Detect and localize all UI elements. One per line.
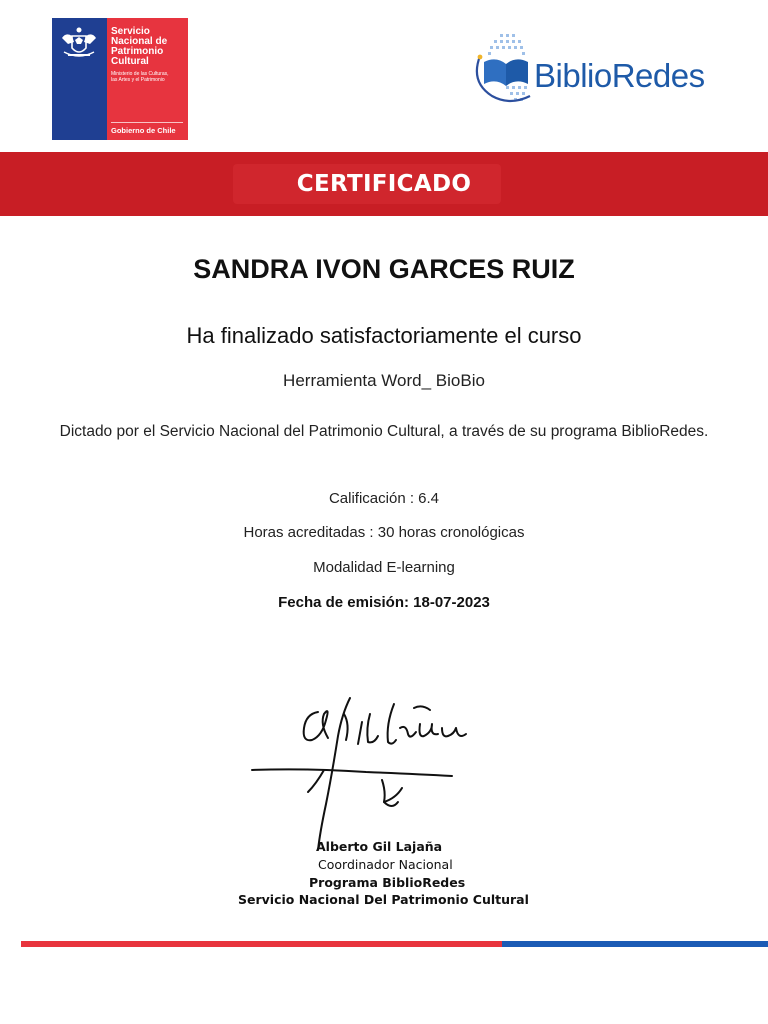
banner-title: CERTIFICADO xyxy=(296,171,472,197)
issue-date: Fecha de emisión: 18-07-2023 xyxy=(278,594,490,611)
issued-by-text: Dictado por el Servicio Nacional del Patrimonio Cultural, a través de su programa BiblioRedes. xyxy=(59,423,709,440)
gov-logo-line4: Cultural xyxy=(111,56,149,67)
signer-organization: Servicio Nacional Del Patrimonio Cultural xyxy=(238,892,529,907)
signer-program: Programa BiblioRedes xyxy=(309,875,466,890)
grade-text: Calificación : 6.4 xyxy=(328,490,440,507)
gov-logo xyxy=(52,18,188,140)
gov-logo-footer: Gobierno de Chile xyxy=(111,126,176,135)
recipient-name: SANDRA IVON GARCES RUIZ xyxy=(193,254,575,284)
gov-logo-divider xyxy=(111,122,183,123)
gov-logo-line3: Patrimonio xyxy=(111,46,164,57)
gov-logo-ministry-line2: las Artes y el Patrimonio xyxy=(111,77,165,83)
signer-role: Coordinador Nacional xyxy=(318,857,453,872)
gov-logo-line1: Servicio xyxy=(111,26,150,37)
certificate-banner xyxy=(0,152,768,216)
footer-rule-blue xyxy=(502,941,768,947)
gov-logo-ministry-line1: Ministerio de las Culturas, xyxy=(111,71,169,77)
handwritten-signature xyxy=(246,684,476,856)
biblioredes-wordmark-part1: Biblio xyxy=(534,57,612,94)
hours-text: Horas acreditadas : 30 horas cronológicas xyxy=(243,524,525,541)
signer-name: Alberto Gil Lajaña xyxy=(316,839,443,854)
completion-text: Ha finalizado satisfactoriamente el curso xyxy=(186,323,582,348)
biblioredes-wordmark xyxy=(534,56,705,96)
biblioredes-logo xyxy=(466,30,746,110)
biblioredes-wordmark-part2: Redes xyxy=(611,57,705,94)
coat-of-arms-icon xyxy=(52,18,107,78)
gov-logo-line2: Nacional de xyxy=(111,36,168,47)
course-name: Herramienta Word_ BioBio xyxy=(283,371,485,390)
gov-logo-blue-panel xyxy=(52,18,107,140)
modality-text: Modalidad E-learning xyxy=(313,559,455,576)
footer-rule-red xyxy=(21,941,502,947)
